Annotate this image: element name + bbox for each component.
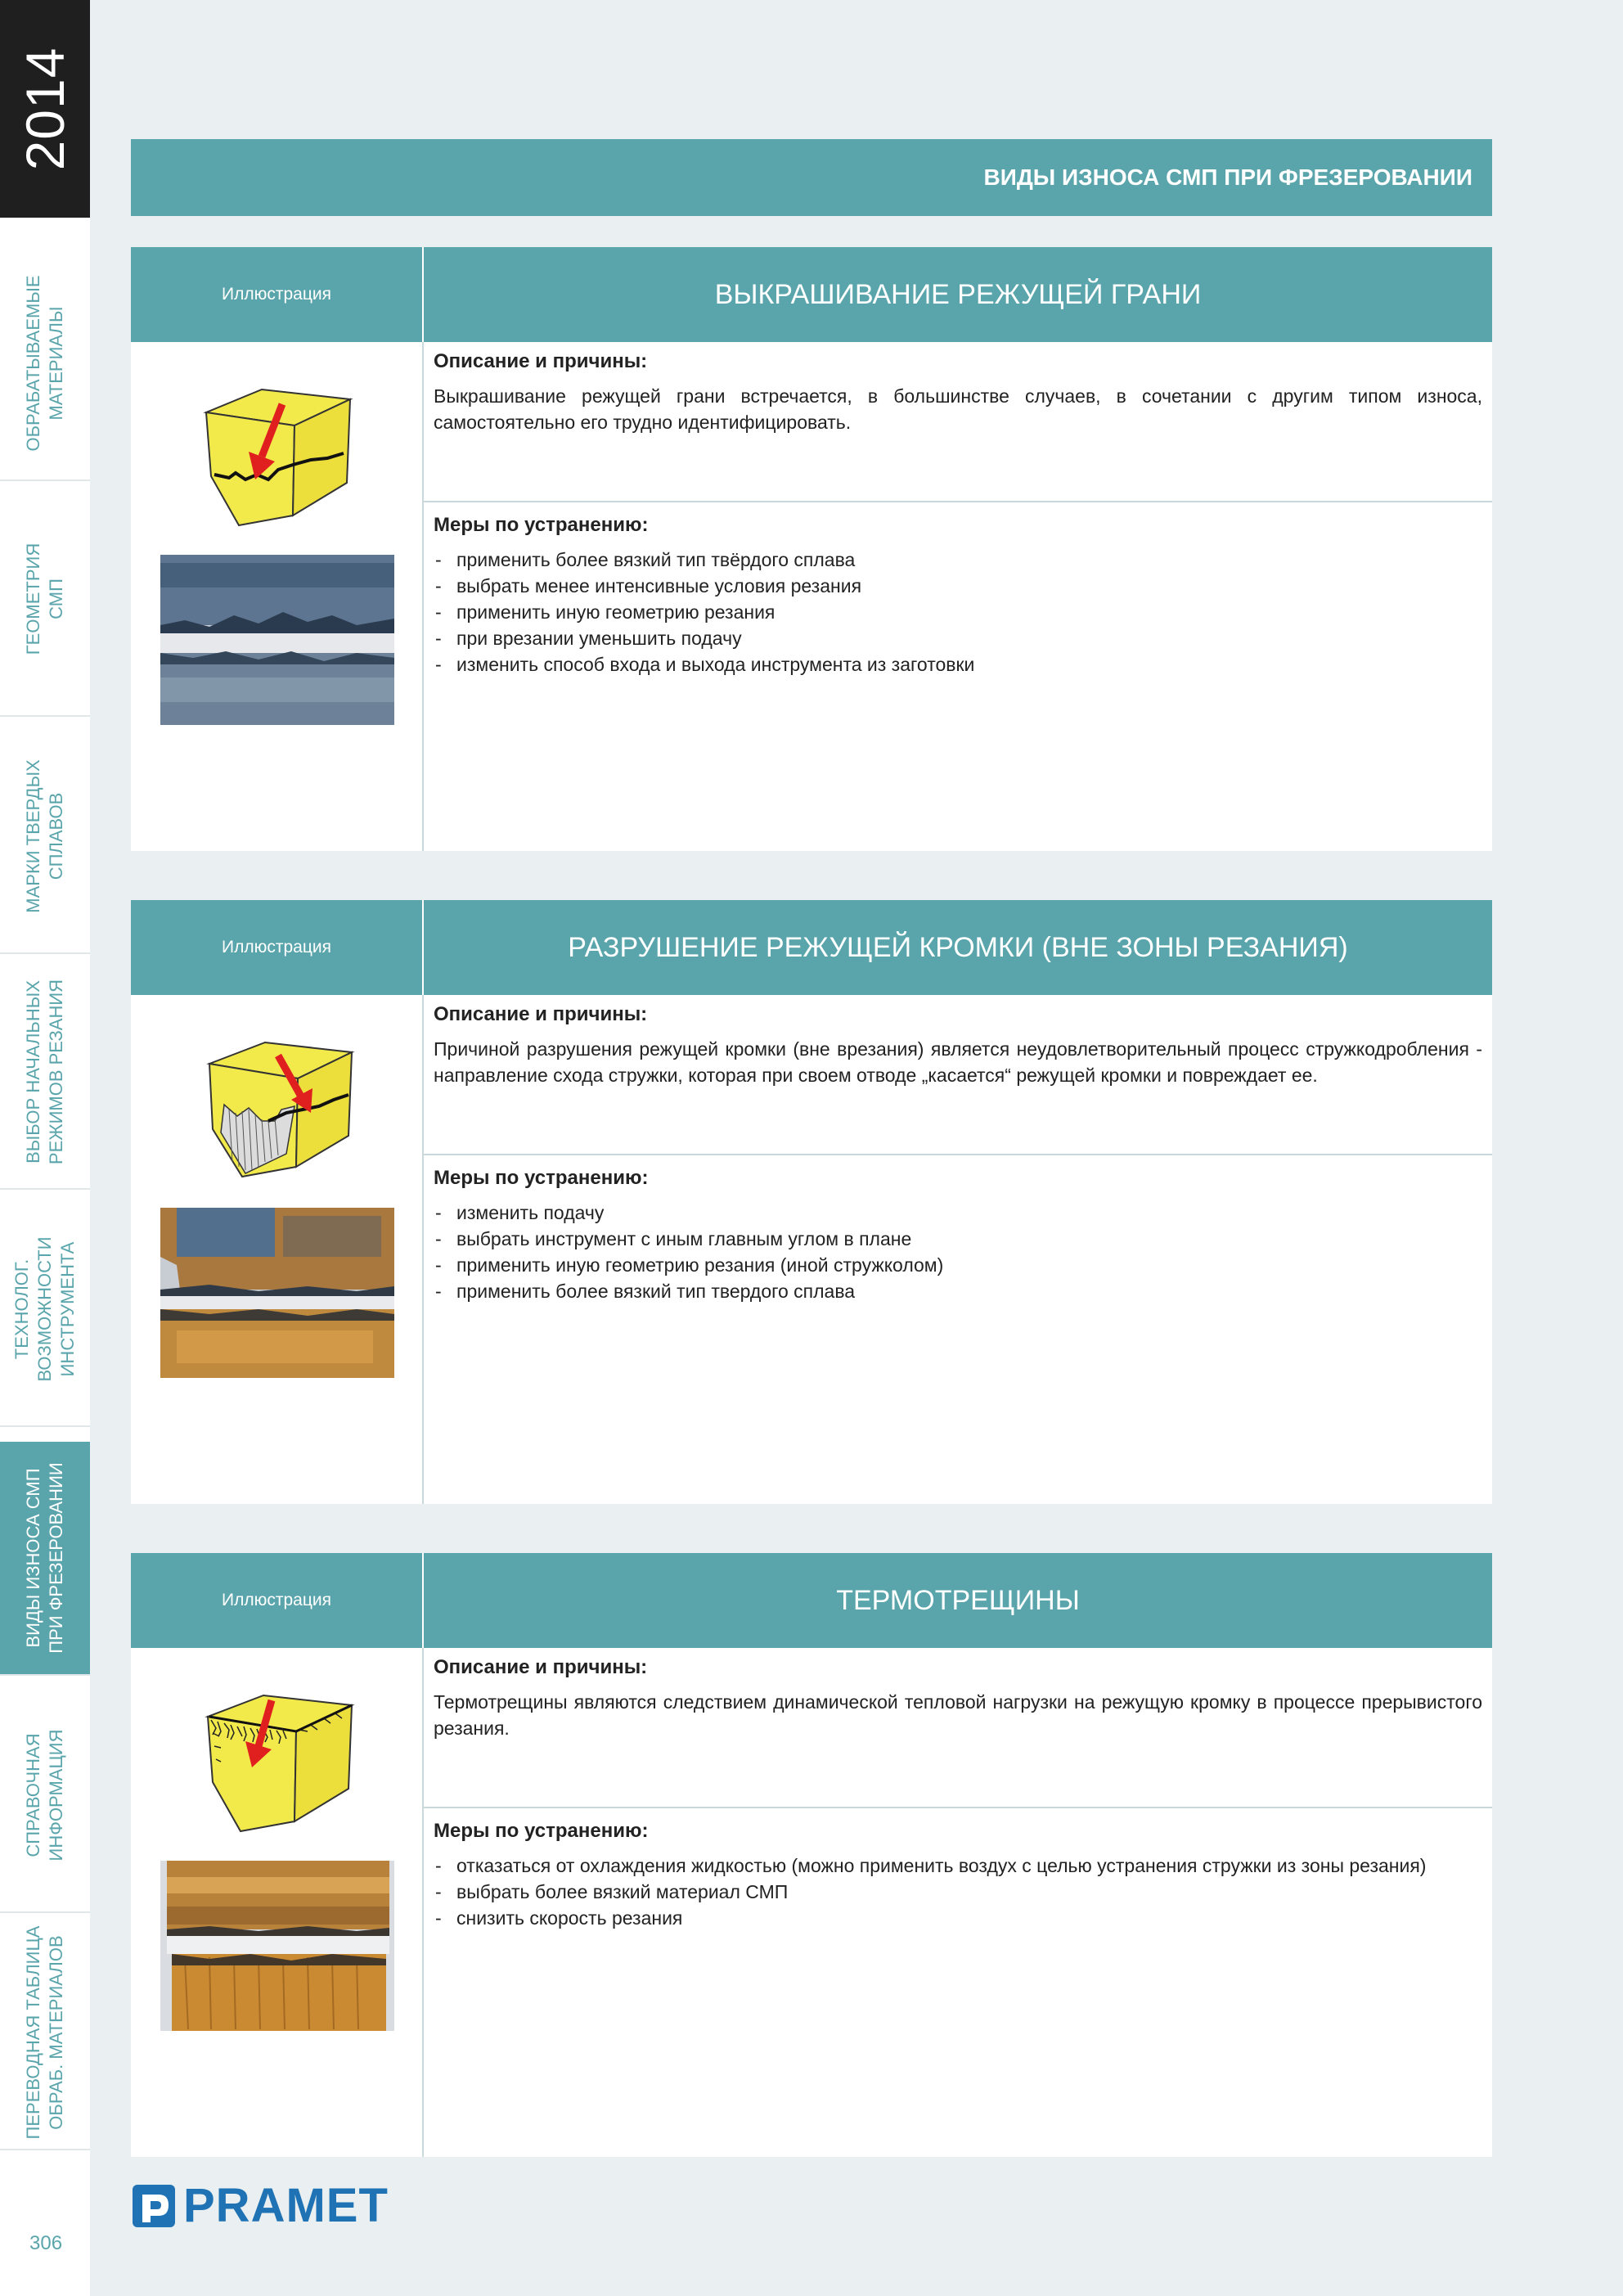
page-title: ВИДЫ ИЗНОСА СМП ПРИ ФРЕЗЕРОВАНИИ (983, 164, 1472, 190)
measures-heading: Меры по устранению: (434, 514, 649, 536)
insert-thermal-cracks-diagram (196, 1684, 360, 1848)
measure-item: - отказаться от охлаждения жидкостью (можно применить воздух с целью устранения стружки из зоны резания) (434, 1853, 1482, 1879)
row-divider (424, 501, 1492, 502)
measures-heading: Меры по устранению: (434, 1820, 649, 1842)
row-divider (424, 1154, 1492, 1155)
year-label: 2014 (15, 47, 75, 171)
measures-heading: Меры по устранению: (434, 1167, 649, 1189)
wear-section-edge-breakage (131, 900, 1492, 1504)
measure-item: - применить более вязкий тип твёрдого сплава (434, 547, 1482, 573)
thermal-cracks-photo (160, 1861, 394, 2031)
year-box (0, 0, 90, 218)
measure-item: - изменить подачу (434, 1200, 1482, 1226)
sidebar-tab-label: ТЕХНОЛОГ. ВОЗМОЖНОСТИ ИНСТРУМЕНТА (11, 1236, 78, 1382)
measure-item: - снизить скорость резания (434, 1905, 1482, 1931)
section-header (131, 247, 1492, 342)
sidebar-tab-label: ВИДЫ ИЗНОСА СМП ПРИ ФРЕЗЕРОВАНИИ (23, 1462, 66, 1654)
measure-item: - изменить способ входа и выхода инструмента из заготовки (434, 651, 1482, 678)
description-heading: Описание и причины: (434, 1656, 648, 1678)
sidebar-tab-cutting-conditions[interactable] (0, 956, 90, 1190)
measures-list (434, 1853, 1482, 1931)
measure-item: - применить более вязкий тип твердого сплава (434, 1278, 1482, 1304)
description-text: Выкрашивание режущей грани встречается, в большинстве случаев, в сочетании с другим типом износа, самостоятельно его трудно идентифицировать. (434, 385, 1482, 433)
measure-item: - выбрать более вязкий материал СМП (434, 1879, 1482, 1905)
measures-list (434, 547, 1482, 678)
description-heading: Описание и причины: (434, 1003, 648, 1025)
page-header (131, 139, 1492, 216)
column-divider (422, 995, 424, 1504)
sidebar-tab-materials[interactable] (0, 247, 90, 481)
sidebar (0, 0, 90, 2296)
chipping-photo (160, 555, 394, 725)
insert-chipping-diagram (196, 378, 360, 542)
sidebar-tab-conversion-table[interactable] (0, 1916, 90, 2150)
sidebar-tab-label: ОБРАБАТЫВАЕМЫЕ МАТЕРИАЛЫ (23, 275, 66, 452)
illustration-label: Иллюстрация (222, 285, 331, 304)
sidebar-tab-label: СПРАВОЧНАЯ ИНФОРМАЦИЯ (23, 1729, 66, 1862)
wear-section-chipping (131, 247, 1492, 851)
sidebar-tab-label: ПЕРЕВОДНАЯ ТАБЛИЦА ОБРАБ. МАТЕРИАЛОВ (23, 1925, 66, 2140)
sidebar-tab-reference-info[interactable] (0, 1679, 90, 1913)
measure-item: - применить иную геометрию резания (434, 599, 1482, 625)
section-title: ТЕРМОТРЕЩИНЫ (836, 1585, 1080, 1616)
sidebar-tab-label: ВЫБОР НАЧАЛЬНЫХ РЕЖИМОВ РЕЗАНИЯ (23, 979, 66, 1165)
description-heading: Описание и причины: (434, 350, 648, 372)
section-title: ВЫКРАШИВАНИЕ РЕЖУЩЕЙ ГРАНИ (714, 279, 1202, 310)
row-divider (424, 1807, 1492, 1808)
illustration-label: Иллюстрация (222, 1591, 331, 1609)
column-divider (422, 1648, 424, 2157)
section-title: РАЗРУШЕНИЕ РЕЖУЩЕЙ КРОМКИ (ВНЕ ЗОНЫ РЕЗАНИЯ) (568, 932, 1348, 963)
sidebar-tab-carbide-grades[interactable] (0, 720, 90, 954)
wear-section-thermal-cracks (131, 1553, 1492, 2157)
section-header (131, 900, 1492, 995)
logo-text: PRAMET (183, 2179, 389, 2232)
description-text: Термотрещины являются следствием динамической тепловой нагрузки на режущую кромку в процессе прерывистого резания. (434, 1691, 1482, 1739)
measure-item: - выбрать менее интенсивные условия резания (434, 573, 1482, 599)
measure-item: - применить иную геометрию резания (иной стружколом) (434, 1252, 1482, 1278)
illustration-label: Иллюстрация (222, 938, 331, 957)
sidebar-tab-label: МАРКИ ТВЕРДЫХ СПЛАВОВ (23, 759, 66, 913)
sidebar-tab-insert-geometry[interactable] (0, 483, 90, 717)
edge-breakage-photo (160, 1208, 394, 1378)
description-text: Причиной разрушения режущей кромки (вне врезания) является неудовлетворительный процесс стружкодробления - направление схода стружки, которая при своем отводе „касается“ режущей кромки и повреждает ее. (434, 1038, 1482, 1086)
section-header (131, 1553, 1492, 1648)
sidebar-tab-wear-types[interactable] (0, 1442, 90, 1676)
sidebar-tab-tool-capabilities[interactable] (0, 1193, 90, 1427)
pramet-logo-icon (131, 2183, 177, 2229)
measure-item: - выбрать инструмент с иным главным углом в плане (434, 1226, 1482, 1252)
column-divider (422, 342, 424, 851)
measures-list (434, 1200, 1482, 1304)
measure-item: - при врезании уменьшить подачу (434, 625, 1482, 651)
insert-edge-breakage-diagram (196, 1031, 360, 1195)
page-number: 306 (29, 2232, 63, 2254)
sidebar-tab-label: ГЕОМЕТРИЯ СМП (23, 542, 66, 655)
